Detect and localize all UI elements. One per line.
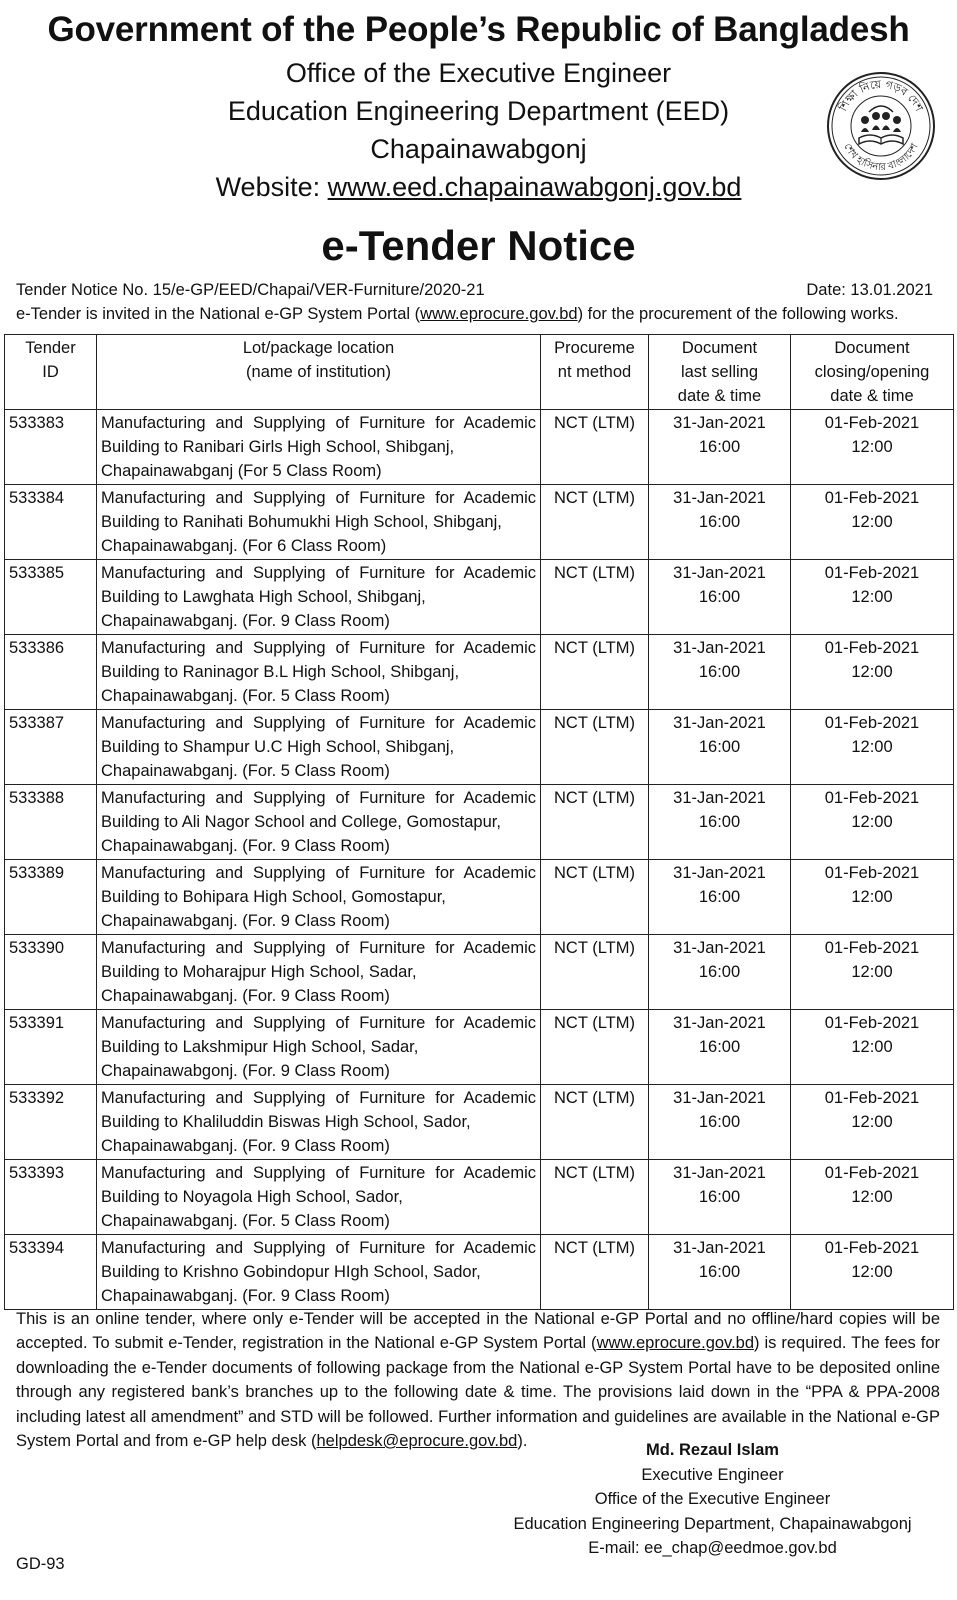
procurement-method: NCT (LTM) — [541, 635, 649, 710]
header-location: Lot/package location (name of institution) — [97, 335, 541, 410]
lot-location: Manufacturing and Supplying of Furniture for Academic Building to Lakshmipur High School, Sadar, Chapainawabgonj. (For. 9 Class Room) — [97, 1010, 541, 1085]
website-label: Website: — [215, 172, 328, 202]
document-title: e-Tender Notice — [321, 222, 636, 269]
government-heading: Government of the People’s Republic of Bangladesh — [47, 10, 910, 49]
signatory-department: Education Engineering Department, Chapainawabgonj — [513, 1514, 912, 1533]
instructions-text-2: ) is required. The fees for downloading the e-Tender documents of following package from the National e-GP System Portal have to be deposited online through any registered bank’s branches up to the following date & time. The provisions laid down in the “PPA & PPA-2008 including latest all amendment” and STD will be followed. Further information and guidelines are available in the National e-GP System Portal and from e-GP help desk ( — [16, 1334, 940, 1451]
eed-logo-seal — [825, 70, 937, 182]
eprocure-link[interactable]: www.eprocure.gov.bd — [420, 305, 578, 323]
selling-datetime: 31-Jan-2021 16:00 — [649, 1235, 791, 1310]
selling-datetime: 31-Jan-2021 16:00 — [649, 560, 791, 635]
lot-location: Manufacturing and Supplying of Furniture for Academic Building to Ranihati Bohumukhi High School, Shibganj, Chapainawabganj. (For 6 Class Room) — [97, 485, 541, 560]
district-heading: Chapainawabgonj — [370, 134, 587, 164]
book-and-children-icon — [859, 106, 903, 144]
signatory-designation: Executive Engineer — [641, 1465, 784, 1484]
tender-id: 533387 — [5, 710, 97, 785]
tender-id: 533383 — [5, 410, 97, 485]
procurement-method: NCT (LTM) — [541, 785, 649, 860]
signatory-name: Md. Rezaul Islam — [646, 1441, 779, 1459]
lot-location: Manufacturing and Supplying of Furniture for Academic Building to Noyagola High School, Sador, Chapainawabganj. (For. 5 Class Room) — [97, 1160, 541, 1235]
procurement-method: NCT (LTM) — [541, 935, 649, 1010]
closing-datetime: 01-Feb-2021 12:00 — [791, 485, 954, 560]
website-link[interactable]: www.eed.chapainawabgonj.gov.bd — [327, 172, 742, 202]
selling-datetime: 31-Jan-2021 16:00 — [649, 860, 791, 935]
tender-id: 533394 — [5, 1235, 97, 1310]
closing-datetime: 01-Feb-2021 12:00 — [791, 860, 954, 935]
table-row — [5, 560, 954, 635]
table-row — [5, 635, 954, 710]
lot-location: Manufacturing and Supplying of Furniture for Academic Building to Bohipara High School, Gomostapur, Chapainawabganj. (For. 9 Class Room) — [97, 860, 541, 935]
selling-datetime: 31-Jan-2021 16:00 — [649, 485, 791, 560]
table-row — [5, 410, 954, 485]
procurement-method: NCT (LTM) — [541, 485, 649, 560]
logo-bottom-text: শেখ হাসিনার বাংলাদেশ — [841, 141, 921, 174]
closing-datetime: 01-Feb-2021 12:00 — [791, 785, 954, 860]
closing-datetime: 01-Feb-2021 12:00 — [791, 1235, 954, 1310]
selling-datetime: 31-Jan-2021 16:00 — [649, 1010, 791, 1085]
table-header-row — [5, 335, 954, 410]
selling-datetime: 31-Jan-2021 16:00 — [649, 1085, 791, 1160]
selling-datetime: 31-Jan-2021 16:00 — [649, 410, 791, 485]
procurement-method: NCT (LTM) — [541, 710, 649, 785]
department-heading: Education Engineering Department (EED) — [227, 96, 730, 126]
selling-datetime: 31-Jan-2021 16:00 — [649, 710, 791, 785]
tender-id: 533385 — [5, 560, 97, 635]
header-selling-date: Document last selling date & time — [649, 335, 791, 410]
signatory-email: E-mail: ee_chap@eedmoe.gov.bd — [588, 1539, 837, 1557]
closing-datetime: 01-Feb-2021 12:00 — [791, 1010, 954, 1085]
table-row — [5, 860, 954, 935]
lot-location: Manufacturing and Supplying of Furniture for Academic Building to Krishno Gobindopur HIgh School, Sador, Chapainawabganj. (For. 9 Class Room) — [97, 1235, 541, 1310]
notice-number-line — [16, 281, 933, 300]
header-closing-date: Document closing/opening date & time — [791, 335, 954, 410]
tender-id: 533388 — [5, 785, 97, 860]
table-row — [5, 485, 954, 560]
lot-location: Manufacturing and Supplying of Furniture for Academic Building to Ranibari Girls High School, Shibganj, Chapainawabganj (For 5 Class Room) — [97, 410, 541, 485]
intro-text-before: e-Tender is invited in the National e-GP System Portal ( — [16, 305, 421, 323]
header-method: Procureme nt method — [541, 335, 649, 410]
instructions-text-3: ). — [517, 1432, 528, 1451]
table-row — [5, 1235, 954, 1310]
closing-datetime: 01-Feb-2021 12:00 — [791, 560, 954, 635]
procurement-method: NCT (LTM) — [541, 1085, 649, 1160]
lot-location: Manufacturing and Supplying of Furniture for Academic Building to Lawghata High School, Shibganj, Chapainawabganj. (For. 9 Class Room) — [97, 560, 541, 635]
tender-id: 533390 — [5, 935, 97, 1010]
table-row — [5, 1085, 954, 1160]
office-heading: Office of the Executive Engineer — [285, 58, 672, 88]
procurement-method: NCT (LTM) — [541, 560, 649, 635]
intro-text-after: ) for the procurement of the following works. — [577, 305, 899, 323]
table-row — [5, 1160, 954, 1235]
tender-id: 533392 — [5, 1085, 97, 1160]
table-row — [5, 710, 954, 785]
logo-top-text: শিক্ষা নিয়ে গড়ব দেশ — [836, 77, 926, 114]
selling-datetime: 31-Jan-2021 16:00 — [649, 1160, 791, 1235]
procurement-method: NCT (LTM) — [541, 1010, 649, 1085]
table-row — [5, 935, 954, 1010]
lot-location: Manufacturing and Supplying of Furniture for Academic Building to Moharajpur High School, Sadar, Chapainawabganj. (For. 9 Class Room) — [97, 935, 541, 1010]
gd-code: GD-93 — [16, 1555, 65, 1573]
tender-id: 533386 — [5, 635, 97, 710]
lot-location: Manufacturing and Supplying of Furniture for Academic Building to Ali Nagor School and College, Gomostapur, Chapainawabganj. (For. 9 Class Room) — [97, 785, 541, 860]
closing-datetime: 01-Feb-2021 12:00 — [791, 1085, 954, 1160]
tender-id: 533384 — [5, 485, 97, 560]
table-row — [5, 1010, 954, 1085]
procurement-method: NCT (LTM) — [541, 860, 649, 935]
closing-datetime: 01-Feb-2021 12:00 — [791, 935, 954, 1010]
intro-line — [16, 305, 939, 324]
instructions-paragraph — [16, 1307, 940, 1453]
procurement-method: NCT (LTM) — [541, 410, 649, 485]
closing-datetime: 01-Feb-2021 12:00 — [791, 635, 954, 710]
header-tender-id: Tender ID — [5, 335, 97, 410]
selling-datetime: 31-Jan-2021 16:00 — [649, 635, 791, 710]
selling-datetime: 31-Jan-2021 16:00 — [649, 935, 791, 1010]
notice-number: Tender Notice No. 15/e-GP/EED/Chapai/VER-Furniture/2020-21 — [16, 281, 485, 299]
svg-text:শেখ হাসিনার বাংলাদেশ — [841, 141, 921, 173]
closing-datetime: 01-Feb-2021 12:00 — [791, 710, 954, 785]
signature-block — [500, 1438, 925, 1561]
instructions-text-1: This is an online tender, where only e-Tender will be accepted in the National e-GP Portal and no offline/hard copies will be accepted. To submit e-Tender, registration in the National e-GP System Portal ( — [16, 1310, 940, 1353]
tender-table — [4, 334, 954, 1310]
lot-location: Manufacturing and Supplying of Furniture for Academic Building to Khaliluddin Biswas High School, Sador, Chapainawabganj. (For. 9 Class Room) — [97, 1085, 541, 1160]
selling-datetime: 31-Jan-2021 16:00 — [649, 785, 791, 860]
lot-location: Manufacturing and Supplying of Furniture for Academic Building to Raninagor B.L High School, Shibganj, Chapainawabganj. (For. 5 Class Room) — [97, 635, 541, 710]
table-row — [5, 785, 954, 860]
tender-id: 533391 — [5, 1010, 97, 1085]
closing-datetime: 01-Feb-2021 12:00 — [791, 410, 954, 485]
closing-datetime: 01-Feb-2021 12:00 — [791, 1160, 954, 1235]
lot-location: Manufacturing and Supplying of Furniture for Academic Building to Shampur U.C High School, Shibganj, Chapainawabganj. (For. 5 Class Room) — [97, 710, 541, 785]
eprocure-link-footer[interactable]: www.eprocure.gov.bd — [596, 1334, 755, 1353]
helpdesk-email-link[interactable]: helpdesk@eprocure.gov.bd — [316, 1432, 518, 1451]
notice-date: Date: 13.01.2021 — [806, 281, 933, 299]
website-line — [0, 172, 957, 203]
procurement-method: NCT (LTM) — [541, 1160, 649, 1235]
signatory-office: Office of the Executive Engineer — [594, 1490, 831, 1508]
tender-id: 533393 — [5, 1160, 97, 1235]
procurement-method: NCT (LTM) — [541, 1235, 649, 1310]
tender-id: 533389 — [5, 860, 97, 935]
